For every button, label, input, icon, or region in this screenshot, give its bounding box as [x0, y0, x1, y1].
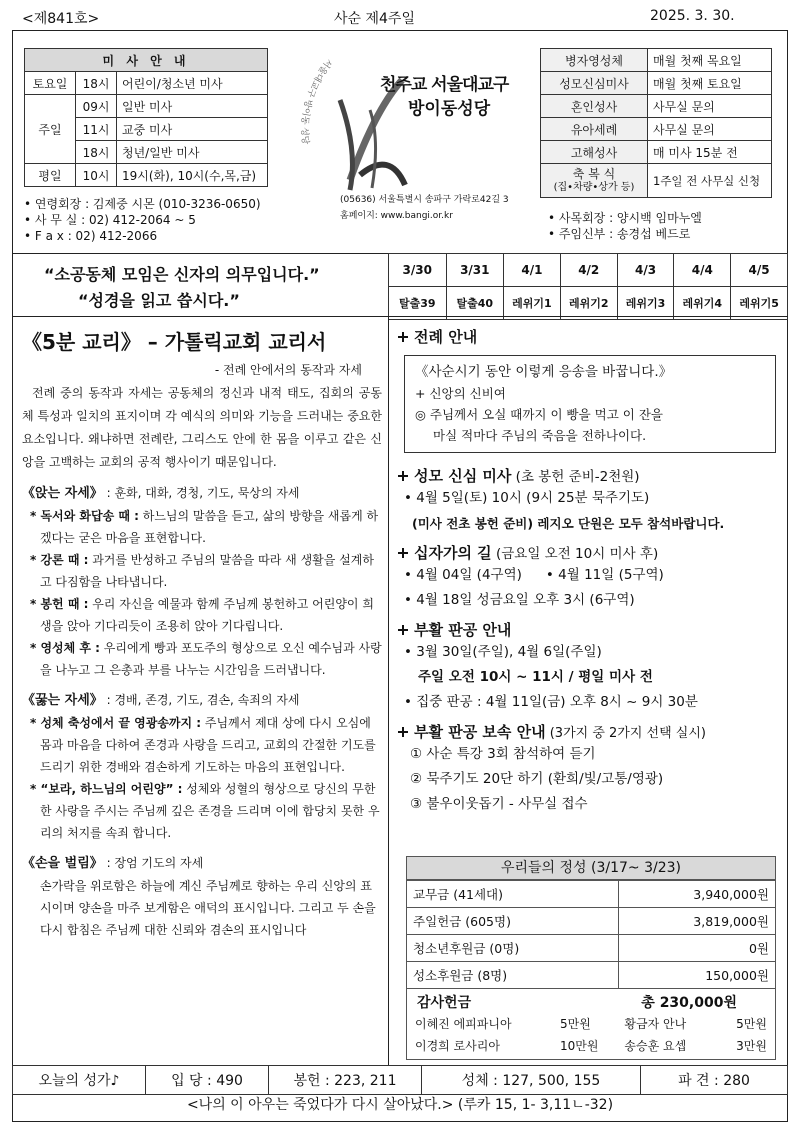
hymn-offertory: 봉헌 : 223, 211: [269, 1066, 422, 1095]
sacrament-label: 성모신심미사: [541, 72, 648, 95]
donor-name: 송승훈 요셉: [624, 1038, 687, 1053]
section-heading: 《손을 벌림》: [22, 856, 103, 871]
supplement-title-rest: (3가지 중 2가지 선택 실시): [545, 726, 706, 741]
calendar-reading: 레위기5: [731, 287, 788, 320]
doctrine-subtitle: - 전례 안에서의 동작과 자세: [214, 363, 362, 377]
stations-line: • 4월 11일 (5구역): [545, 567, 664, 583]
supplement-title: 부활 판공 보속 안내: [414, 723, 546, 741]
announcements-column: [398, 326, 782, 817]
offering-amount: 0원: [618, 935, 775, 962]
calendar-reading: 레위기1: [504, 287, 561, 320]
calendar-reading: 탈출39: [389, 287, 447, 320]
sacrament-value: 1주일 전 사무실 신청: [648, 164, 772, 198]
offering-table: [406, 880, 776, 989]
posture-item-title: 강론 때 :: [40, 553, 89, 567]
cross-bullet-icon: [398, 332, 408, 342]
calendar-reading: 레위기2: [560, 287, 617, 320]
mass-day: 주일: [25, 95, 76, 164]
mass-schedule-title: 미 사 안 내: [25, 49, 268, 72]
thanks-offering: [406, 989, 776, 1060]
column-divider: [388, 316, 389, 1065]
pastoral-president: • 사목회장 : 양시백 임마누엘: [548, 211, 702, 225]
posture-item-text: 과거를 반성하고 주님의 말씀을 따라 새 생활을 설계하고 다짐함을 나타냅니다.: [40, 553, 374, 589]
calendar-date: 4/4: [674, 254, 731, 287]
calendar-date: 4/2: [560, 254, 617, 287]
posture-item-text: 주님께서 제대 상에 다시 오심에 몸과 마음을 다하여 존경과 사랑을 드리고, 교회의 간절한 기도를 드리기 위한 경배와 겸손하게 기도하는 마음의 표현입니다.: [40, 716, 376, 774]
donor-amount: 3만원: [736, 1038, 767, 1053]
thanks-table: [411, 1012, 771, 1056]
doctrine-section: [22, 326, 382, 941]
section-heading-rest: : 훈화, 대화, 경청, 기도, 묵상의 자세: [102, 486, 300, 500]
mass-day: 평일: [25, 164, 76, 187]
liturgical-week: 사순 제4주일: [334, 11, 415, 27]
clergy-info: [548, 210, 780, 242]
church-name-line1: 천주교 서울대교구: [380, 75, 509, 95]
mass-time: 18시: [76, 141, 117, 164]
posture-item-title: “보라, 하느님의 어린양” :: [40, 782, 183, 796]
section-heading: 《앉는 자세》: [22, 486, 103, 501]
slogan-line2: “성경을 읽고 씁시다.”: [78, 291, 240, 310]
calendar-reading: 레위기3: [617, 287, 674, 320]
marian-title-rest: (초 봉헌 준비-2천원): [511, 469, 640, 485]
blessing-label: 축 복 식: [572, 166, 616, 181]
sacrament-value: 매 미사 15분 전: [648, 141, 772, 164]
kneeling-posture: 《꿇는 자세》 : 경배, 존경, 기도, 겸손, 속죄의 자세 * 성체 축성에서 끝 영광송까지 : 주님께서 제대 상에 다시 오심에 몸과 마음을 다하여 존경과 사랑을 드리고, 교회의 간절한 기도를 드리기 위한 경배와 겸손하게 기도하는 마음의 표현입니다. * “보라, 하느님의 어린양” : 성체와 성혈의 형상으로 당신의 무한한 사랑을 주시는 주님께 깊은 존경을 드리며 이에 합당치 못한 우리의 처지를 속죄 합니다.: [22, 693, 380, 840]
sacrament-label: 유아세례: [541, 118, 648, 141]
liturgy-line: 마실 적마다 주님의 죽음을 전하나이다.: [433, 428, 647, 443]
hymns-label: 오늘의 성가♪: [13, 1066, 146, 1095]
offering-amount: 150,000원: [618, 962, 775, 989]
mass-schedule-table: [24, 48, 268, 187]
bible-reading-calendar: [388, 253, 788, 320]
stations-line: • 4월 18일 성금요일 오후 3시 (6구역): [404, 592, 635, 608]
contact-line: • 사 무 실 : 02) 412-2064 ~ 5: [24, 213, 196, 227]
sacrament-table: [540, 48, 772, 198]
offering-name: 주일헌금 (605명): [407, 908, 619, 935]
pastor: • 주임신부 : 송경섭 베드로: [548, 227, 691, 241]
sacrament-value: 매월 첫째 목요일: [648, 49, 772, 72]
liturgy-box-title: 《사순시기 동안 이렇게 응송을 바꿉니다.》: [415, 364, 673, 380]
donor-name: 이경희 로사리아: [415, 1038, 500, 1053]
blessing-sublabel: (집•차량•상가 등): [553, 181, 635, 193]
posture-item-text: 우리 자신을 예물과 함께 주님께 봉헌하고 어린양이 희생을 앉아 기다리듯이 조용히 앉아 기다립니다.: [40, 597, 374, 633]
divider: [12, 316, 788, 317]
mass-time: 10시: [76, 164, 117, 187]
liturgy-title: 전례 안내: [414, 328, 478, 346]
offering-name: 교무금 (41세대): [407, 881, 619, 908]
sacrament-value: 사무실 문의: [648, 118, 772, 141]
mass-desc: 일반 미사: [117, 95, 268, 118]
offering-name: 성소후원금 (8명): [407, 962, 619, 989]
sitting-posture: 《앉는 자세》 : 훈화, 대화, 경청, 기도, 묵상의 자세 * 독서와 화답송 때 : 하느님의 말씀을 듣고, 삶의 방향을 새롭게 하겠다는 굳은 마음을 표현합니다. * 강론 때 : 과거를 반성하고 주님의 말씀을 따라 새 생활을 설계하고 다짐함을 나타냅니다. * 봉헌 때 : 우리 자신을 예물과 함께 주님께 봉헌하고 어린양이 희생을 앉아 기다리듯이 조용히 앉아 기다립니다. * 영성체 후 : 우리에게 빵과 포도주의 형상으로 오신 예수님과 사랑을 나누고 그 은총과 부를 나누는 시간임을 드러냅니다.: [22, 486, 382, 677]
mass-desc: 교중 미사: [117, 118, 268, 141]
donor-amount: 5만원: [736, 1016, 767, 1031]
mass-time: 18시: [76, 72, 117, 95]
sacrament-value: 사무실 문의: [648, 95, 772, 118]
calendar-date: 3/31: [446, 254, 504, 287]
liturgy-line: + 신앙의 신비여: [415, 386, 506, 401]
confession-line: • 집중 판공 : 4월 11일(금) 오후 8시 ~ 9시 30분: [404, 694, 698, 710]
cross-bullet-icon: [398, 548, 408, 558]
stations-title-rest: (금요일 오전 10시 미사 후): [491, 546, 659, 562]
confession-line: • 3월 30일(주일), 4월 6일(주일): [404, 644, 602, 660]
offering-amount: 3,940,000원: [618, 881, 775, 908]
issue-number: <제841호>: [22, 11, 100, 27]
doctrine-intro: 전례 중의 동작과 자세는 공동체의 정신과 내적 태도, 집회의 공동체 특성과 일치의 표지이며 각 예식의 의미와 기능을 드러내는 중요한 요소입니다. 왜냐하면 전례란, 그리스도 안에 한 몸을 이루고 같은 신앙을 고백하는 교회의 공적 행사이기 때문입니다.: [22, 386, 382, 469]
calendar-date: 4/3: [617, 254, 674, 287]
logo-arc-text: 서울대교구 방이동 성당: [298, 56, 334, 146]
church-name-line2: 방이동성당: [408, 99, 491, 119]
offering-title: 우리들의 정성 (3/17~ 3/23): [406, 856, 776, 880]
contact-line: • F a x : 02) 412-2066: [24, 229, 158, 243]
mass-desc: 어린이/청소년 미사: [117, 72, 268, 95]
calendar-date: 4/1: [504, 254, 561, 287]
mass-desc: 19시(화), 10시(수,목,금): [117, 164, 268, 187]
confession-title: 부활 판공 안내: [414, 621, 512, 639]
calendar-date: 4/5: [731, 254, 788, 287]
posture-item-text: 하느님의 말씀을 듣고, 삶의 방향을 새롭게 하겠다는 굳은 마음을 표현합니다.: [40, 509, 379, 545]
supplement-item: ③ 불우이웃돕기 - 사무실 접수: [410, 796, 588, 812]
open-hands-posture: [22, 852, 382, 941]
offering-section: [406, 856, 776, 1060]
cross-bullet-icon: [398, 727, 408, 737]
offering-name: 청소년후원금 (0명): [407, 935, 619, 962]
hymn-entrance: 입 당 : 490: [146, 1066, 269, 1095]
slogan-line1: “소공동체 모임은 신자의 의무입니다.”: [44, 265, 320, 284]
donor-amount: 5만원: [559, 1016, 591, 1031]
section-heading-rest: : 경배, 존경, 기도, 겸손, 속죄의 자세: [102, 693, 300, 707]
church-logo-block: [280, 40, 530, 225]
donor-amount: 10만원: [559, 1038, 599, 1053]
hymn-communion: 성체 : 127, 500, 155: [422, 1066, 641, 1095]
church-homepage[interactable]: 홈페이지: www.bangi.or.kr: [340, 211, 453, 221]
confession-line: 주일 오전 10시 ~ 11시 / 평일 미사 전: [418, 669, 653, 685]
calendar-date: 3/30: [389, 254, 447, 287]
stations-title: 십자가의 길: [414, 544, 492, 562]
cross-bullet-icon: [398, 625, 408, 635]
marian-title: 성모 신심 미사: [414, 467, 512, 485]
posture-item-title: 독서와 화답송 때 :: [40, 509, 139, 523]
mass-time: 09시: [76, 95, 117, 118]
posture-item-title: 봉헌 때 :: [40, 597, 89, 611]
thanks-label: 감사헌금: [417, 995, 472, 1011]
supplement-item: ② 묵주기도 20단 하기 (환희/빛/고통/영광): [410, 771, 664, 787]
hymn-dismissal: 파 견 : 280: [641, 1066, 788, 1095]
donor-name: 황금자 안나: [624, 1016, 687, 1031]
contact-line: • 연령회장 : 김제중 시몬 (010-3236-0650): [24, 197, 261, 211]
gospel-verse: <나의 이 아우는 죽었다가 다시 살아났다.> (루카 15, 1- 3,11ㄴ-32): [186, 1097, 614, 1113]
mass-day: 토요일: [25, 72, 76, 95]
supplement-item: ① 사순 특강 3회 참석하여 듣기: [410, 746, 596, 762]
posture-item-text: 우리에게 빵과 포도주의 형상으로 오신 예수님과 사랑을 나누고 그 은총과 부를 나누는 시간임을 드러냅니다.: [40, 641, 382, 677]
calendar-reading: 레위기4: [674, 287, 731, 320]
liturgy-box: [404, 355, 776, 453]
section-heading: 《꿇는 자세》: [22, 693, 103, 708]
section-heading-rest: : 장엄 기도의 자세: [102, 856, 204, 870]
sacrament-label: 고해성사: [541, 141, 648, 164]
marian-line: • 4월 5일(토) 10시 (9시 25분 묵주기도): [404, 490, 650, 506]
contact-info: [24, 196, 274, 244]
church-address: (05636) 서울특별시 송파구 가락로42길 3: [340, 195, 509, 205]
sacrament-label: 병자영성체: [541, 49, 648, 72]
posture-item-text: 성체와 성혈의 형상으로 당신의 무한한 사랑을 주시는 주님께 깊은 존경을 드리며 이에 합당치 못한 우리의 처지를 속죄 합니다.: [40, 782, 380, 840]
mass-desc: 청년/일반 미사: [117, 141, 268, 164]
sacrament-value: 매월 첫째 토요일: [648, 72, 772, 95]
posture-item-title: 성체 축성에서 끝 영광송까지 :: [40, 716, 202, 730]
sacrament-label: 혼인성사: [541, 95, 648, 118]
sacrament-label: [541, 164, 648, 198]
donor-name: 이혜진 에피파니아: [415, 1016, 512, 1031]
stations-line: • 4월 04일 (4구역): [404, 567, 522, 583]
svg-text:서울대교구 방이동 성당: [299, 56, 335, 145]
hymns-table: [12, 1065, 788, 1095]
calendar-reading: 탈출40: [446, 287, 504, 320]
mass-time: 11시: [76, 118, 117, 141]
issue-date: 2025. 3. 30.: [650, 8, 735, 24]
doctrine-title: 《5분 교리》 – 가톨릭교회 교리서: [22, 330, 327, 354]
posture-item-title: 영성체 후 :: [40, 641, 100, 655]
thanks-total: 총 230,000원: [641, 995, 737, 1011]
posture-item-text: 손가락을 위로함은 하늘에 계신 주님께로 향하는 우리 신앙의 표시이며 양손을 마주 보게함은 애덕의 표시입니다. 그리고 두 손을 다시 합침은 주님께 대한 신뢰와 겸손의 표시입니다: [40, 879, 376, 937]
offering-amount: 3,819,000원: [618, 908, 775, 935]
cross-bullet-icon: [398, 471, 408, 481]
liturgy-line: ◎ 주님께서 오실 때까지 이 빵을 먹고 이 잔을: [415, 407, 663, 422]
marian-line: (미사 전초 봉헌 준비) 레지오 단원은 모두 참석바랍니다.: [412, 516, 725, 531]
